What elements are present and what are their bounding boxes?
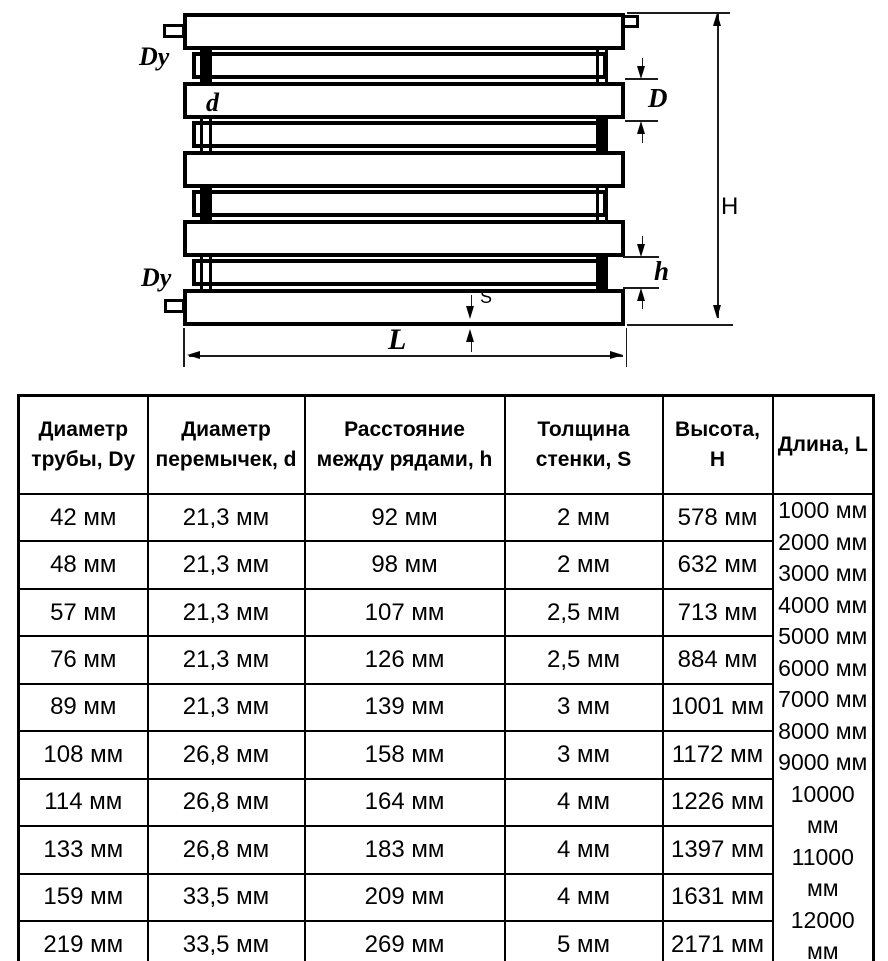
col-header-jumper-diameter: Диаметр перемычек, d bbox=[148, 396, 305, 495]
tube-row-narrow bbox=[192, 259, 607, 286]
length-value: 8000 мм bbox=[778, 717, 868, 744]
length-value: 4000 мм bbox=[778, 591, 868, 618]
table-cell: 159 мм bbox=[19, 874, 148, 921]
length-value: 11000 мм bbox=[791, 843, 854, 901]
length-value: 6000 мм bbox=[778, 654, 868, 681]
spec-table bbox=[17, 394, 875, 961]
table-cell: 219 мм bbox=[19, 921, 148, 961]
jumper-cut bbox=[200, 115, 212, 155]
table-cell: 26,8 мм bbox=[148, 826, 305, 873]
table-cell: 21,3 мм bbox=[148, 589, 305, 636]
table-cell: 2171 мм bbox=[663, 921, 773, 961]
jumper-solid bbox=[200, 46, 212, 86]
col-header-wall-thickness: Толщина стенки, S bbox=[505, 396, 663, 495]
table-cell: 92 мм bbox=[305, 494, 505, 541]
table-cell: 1631 мм bbox=[663, 874, 773, 921]
table-cell: 164 мм bbox=[305, 779, 505, 826]
table-cell: 21,3 мм bbox=[148, 541, 305, 588]
table-row bbox=[19, 684, 874, 731]
spec-table-body bbox=[19, 494, 874, 961]
length-value: 7000 мм bbox=[778, 686, 868, 712]
dim-H-line bbox=[717, 14, 719, 318]
table-cell: 76 мм bbox=[19, 636, 148, 683]
table-cell: 209 мм bbox=[305, 874, 505, 921]
table-cell: 4 мм bbox=[505, 826, 663, 873]
table-row bbox=[19, 921, 874, 961]
table-cell: 33,5 мм bbox=[148, 921, 305, 961]
table-row bbox=[19, 589, 874, 636]
tube-row-narrow bbox=[192, 52, 607, 79]
dim-D-arrow-up bbox=[637, 121, 645, 134]
table-cell: 42 мм bbox=[19, 494, 148, 541]
table-row bbox=[19, 874, 874, 921]
tube-row-wide bbox=[183, 151, 625, 188]
table-cell: 107 мм bbox=[305, 589, 505, 636]
pipe-stub-bottom-left bbox=[164, 299, 185, 313]
dim-D-arrow-down bbox=[637, 66, 645, 79]
table-cell: 114 мм bbox=[19, 779, 148, 826]
header-row bbox=[19, 396, 874, 495]
jumper-solid bbox=[596, 253, 608, 293]
dim-L-label: L bbox=[388, 323, 407, 356]
table-cell: 26,8 мм bbox=[148, 731, 305, 778]
table-cell: 21,3 мм bbox=[148, 684, 305, 731]
tube-row-wide bbox=[183, 289, 625, 326]
tube-row-wide bbox=[183, 13, 625, 50]
length-value: 12000 мм bbox=[790, 906, 855, 961]
table-cell: 713 мм bbox=[663, 589, 773, 636]
dim-L-arrow-right bbox=[610, 351, 623, 359]
table-cell: 98 мм bbox=[305, 541, 505, 588]
table-row bbox=[19, 731, 874, 778]
table-cell: 4 мм bbox=[505, 779, 663, 826]
length-value: 9000 мм bbox=[778, 749, 868, 775]
table-cell: 108 мм bbox=[19, 731, 148, 778]
table-cell: 632 мм bbox=[663, 541, 773, 588]
table-cell: 33,5 мм bbox=[148, 874, 305, 921]
table-cell: 89 мм bbox=[19, 684, 148, 731]
dim-L-extension-right bbox=[626, 328, 628, 367]
table-row bbox=[19, 779, 874, 826]
table-row bbox=[19, 494, 874, 541]
table-cell: 48 мм bbox=[19, 541, 148, 588]
col-header-height: Высота, H bbox=[663, 396, 773, 495]
table-cell: 3 мм bbox=[505, 731, 663, 778]
dim-L-extension-left bbox=[183, 328, 185, 367]
table-row bbox=[19, 541, 874, 588]
length-value: 1000 мм bbox=[778, 497, 868, 523]
tube-row-narrow bbox=[192, 190, 607, 217]
dim-S-arrow-up bbox=[466, 329, 474, 342]
dim-Dy-top-label: Dy bbox=[139, 42, 170, 71]
dim-S-label: S bbox=[480, 287, 493, 307]
register-drawing bbox=[0, 0, 888, 392]
tube-row-wide bbox=[183, 82, 625, 119]
table-cell: 21,3 мм bbox=[148, 494, 305, 541]
dim-L-arrow-left bbox=[187, 351, 200, 359]
dim-d-label: d bbox=[206, 88, 219, 117]
col-header-pipe-diameter: Диаметр трубы, Dy bbox=[19, 396, 148, 495]
table-cell: 884 мм bbox=[663, 636, 773, 683]
col-header-row-spacing: Расстояние между рядами, h bbox=[305, 396, 505, 495]
dim-H-arrow-down bbox=[713, 305, 721, 318]
table-cell: 2 мм bbox=[505, 541, 663, 588]
length-value: 2000 мм bbox=[778, 528, 868, 555]
dim-H-arrow-up bbox=[713, 13, 721, 26]
dim-h-label: h bbox=[654, 256, 670, 286]
dim-S-arrow-down bbox=[466, 306, 474, 319]
table-cell: 139 мм bbox=[305, 684, 505, 731]
table-cell: 1226 мм bbox=[663, 779, 773, 826]
table-cell: 133 мм bbox=[19, 826, 148, 873]
dim-h-arrow-down bbox=[637, 244, 645, 257]
length-value: 3000 мм bbox=[778, 560, 868, 586]
table-cell: 4 мм bbox=[505, 874, 663, 921]
table-cell: 3 мм bbox=[505, 684, 663, 731]
table-cell: 126 мм bbox=[305, 636, 505, 683]
table-cell: 2,5 мм bbox=[505, 589, 663, 636]
jumper-cut bbox=[200, 253, 212, 293]
table-cell: 21,3 мм bbox=[148, 636, 305, 683]
dim-Dy-bottom-label: Dy bbox=[141, 263, 172, 292]
jumper-cut bbox=[596, 46, 608, 86]
table-row bbox=[19, 636, 874, 683]
table-cell: 57 мм bbox=[19, 589, 148, 636]
pipe-stub-top-left bbox=[163, 24, 185, 38]
tube-row-wide bbox=[183, 220, 625, 257]
table-cell: 269 мм bbox=[305, 921, 505, 961]
jumper-solid bbox=[200, 184, 212, 224]
tube-row-narrow bbox=[192, 121, 607, 148]
table-cell: 1001 мм bbox=[663, 684, 773, 731]
length-value: 5000 мм bbox=[778, 623, 868, 649]
spec-table-header bbox=[19, 396, 874, 495]
jumper-solid bbox=[596, 115, 608, 155]
dim-H-label: H bbox=[721, 193, 739, 220]
table-cell: 158 мм bbox=[305, 731, 505, 778]
col-header-length: Длина, L bbox=[773, 396, 874, 495]
table-cell: 2 мм bbox=[505, 494, 663, 541]
length-value: 10000 мм bbox=[790, 780, 855, 838]
table-cell: 1172 мм bbox=[663, 731, 773, 778]
table-cell: 183 мм bbox=[305, 826, 505, 873]
table-row bbox=[19, 826, 874, 873]
dim-D-label: D bbox=[648, 83, 668, 113]
table-cell: 2,5 мм bbox=[505, 636, 663, 683]
table-cell: 5 мм bbox=[505, 921, 663, 961]
table-cell: 26,8 мм bbox=[148, 779, 305, 826]
jumper-cut bbox=[596, 184, 608, 224]
dim-H-extension-bottom bbox=[627, 324, 733, 326]
table-cell: 578 мм bbox=[663, 494, 773, 541]
length-values-cell bbox=[773, 494, 874, 961]
table-cell: 1397 мм bbox=[663, 826, 773, 873]
dim-h-arrow-up bbox=[637, 288, 645, 301]
